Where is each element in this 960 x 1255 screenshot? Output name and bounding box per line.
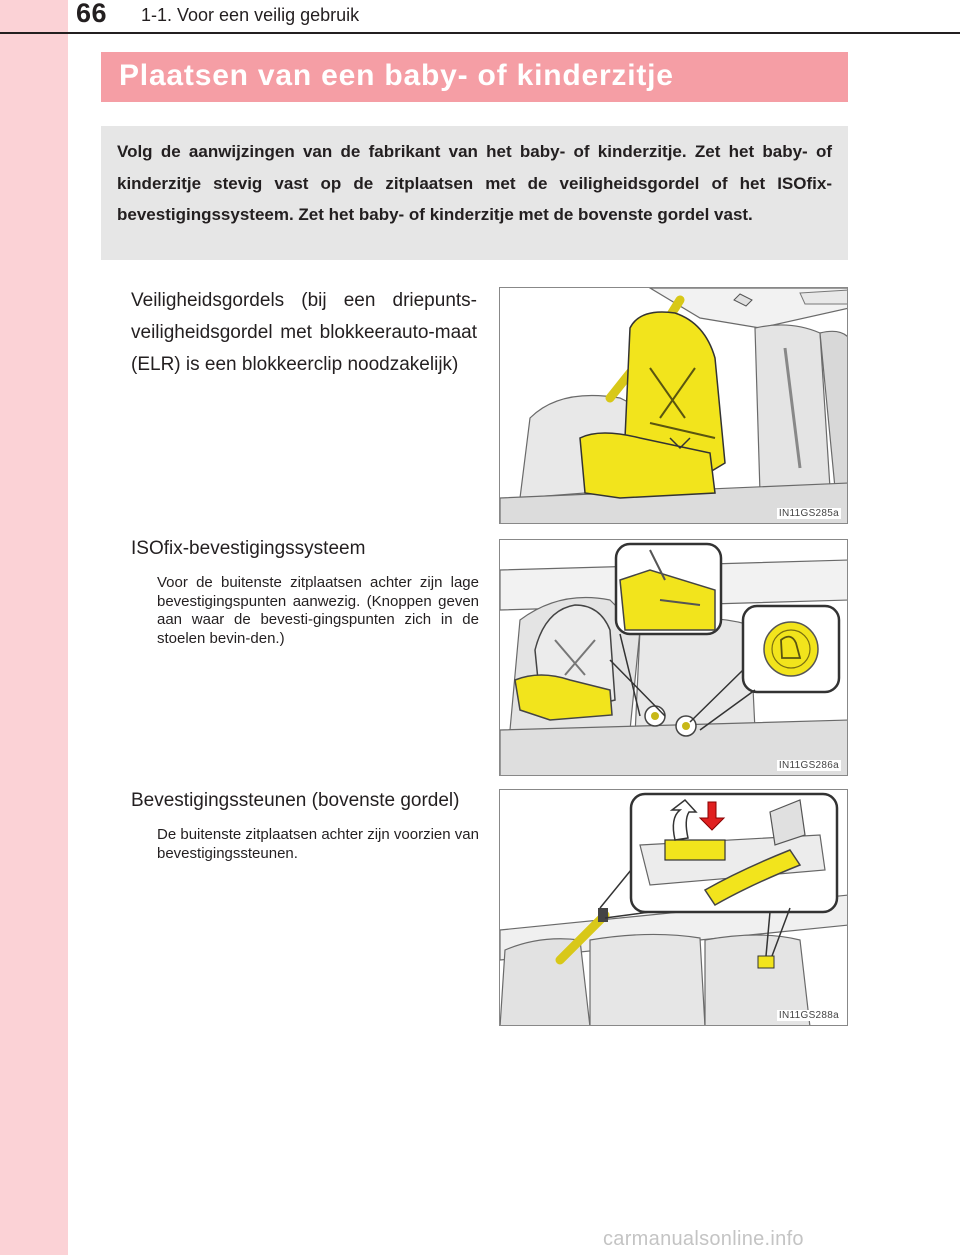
block-heading-isofix: ISOfix-bevestigingssysteem [131,538,366,559]
block-desc-isofix: Voor de buitenste zitplaatsen achter zijn lage bevestigingspunten aanwezig. (Knoppen geven aan waar de bevesti-gingspunten zich in de stoelen bevin-den.) [157,574,479,647]
section-title: Plaatsen van een baby- of kinderzitje [119,59,674,92]
intro-text: Volg de aanwijzingen van de fabrikant van het baby- of kinderzitje. Zet het baby- of kinderzitje stevig vast op de zitplaatsen met de veiligheidsgordel of het ISOfix-bevestigingssysteem. Zet het baby- of kinderzitje met de bovenste gordel vast. [117,142,832,224]
chapter-side-band [0,0,68,1255]
child-seat-with-seatbelt-illustration [500,288,848,524]
page-number: 66 [76,0,108,28]
figure-code: IN11GS286a [778,760,839,771]
watermark: carmanualsonline.info [603,1228,804,1250]
block-heading-tether: Bevestigingssteunen (bovenste gordel) [131,790,460,811]
figure-isofix [499,539,848,776]
figure-top-tether [499,789,848,1026]
isofix-anchor-illustration [500,540,848,776]
figure-code: IN11GS285a [778,508,839,519]
header-rule [0,32,960,34]
section-title-bar [101,52,848,102]
figure-code: IN11GS288a [778,1010,839,1021]
intro-box [101,126,848,260]
block-desc-tether: De buitenste zitplaatsen achter zijn voorzien van bevestigingssteunen. [157,826,479,862]
block-heading-seatbelts: Veiligheidsgordels (bij een driepunts-veiligheidsgordel met blokkeerauto-maat (ELR) is een blokkeerclip noodzakelijk) [131,290,477,375]
top-tether-anchor-illustration [500,790,848,1026]
figure-seatbelt-child-seat [499,287,848,524]
running-title: 1-1. Voor een veilig gebruik [141,5,360,25]
